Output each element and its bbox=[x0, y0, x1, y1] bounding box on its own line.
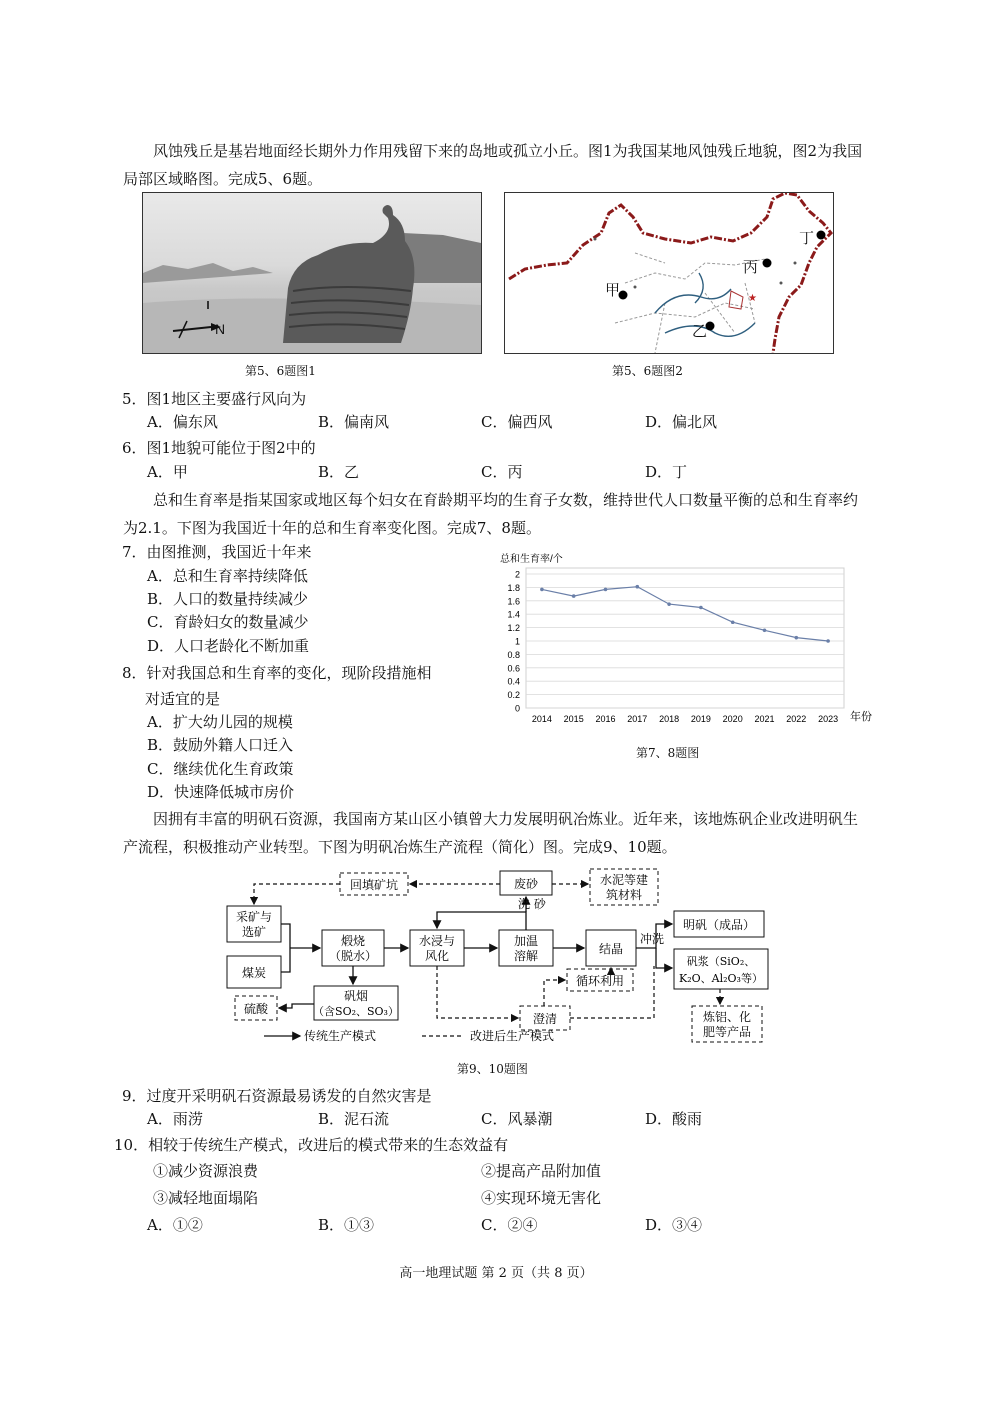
box-leach-line1: 水浸与 bbox=[418, 934, 456, 948]
q8-option-b: B．鼓励外籍人口迁入 bbox=[147, 736, 294, 754]
q10-item-4: ④实现环境无害化 bbox=[481, 1189, 602, 1207]
box-calcine-line2: （脱水） bbox=[328, 949, 378, 963]
label-rinse: 冲洗 bbox=[640, 932, 665, 946]
q10-option-b: B．①③ bbox=[318, 1216, 375, 1234]
chart-xtick-label: 2022 bbox=[786, 714, 807, 724]
q7-option-d: D．人口老龄化不断加重 bbox=[147, 637, 310, 655]
box-cement-line1: 水泥等建 bbox=[599, 873, 649, 887]
intro-paragraph-3: 因拥有丰富的明矾石资源，我国南方某山区小镇曾大力发展明矾冶炼业。近年来，该地炼矾企业改进明矾生产流程，积极推动产业转型。下图为明矾冶炼生产流程（简化）图。完成9、10题。 bbox=[123, 810, 859, 856]
chart-xtick-label: 2018 bbox=[659, 714, 680, 724]
q9-option-c: C．风暴潮 bbox=[481, 1110, 553, 1128]
box-fume-line2: （含SO₂、SO₃） bbox=[313, 1005, 399, 1018]
box-leach-line2: 风化 bbox=[424, 949, 450, 963]
figure-1-photo bbox=[142, 192, 482, 354]
q7-option-a: A．总和生育率持续降低 bbox=[147, 567, 308, 585]
box-aluminum-line2: 肥等产品 bbox=[702, 1025, 752, 1039]
q10-item-3: ③减轻地面塌陷 bbox=[153, 1189, 259, 1207]
chart-xtick-label: 2019 bbox=[690, 714, 711, 724]
chart-ytick-label: 1.2 bbox=[507, 623, 520, 634]
question-7-stem: 7．由图推测，我国近十年来 bbox=[122, 543, 312, 561]
q10-item-1: ①减少资源浪费 bbox=[153, 1162, 259, 1180]
chart-ytick-label: 1 bbox=[514, 636, 520, 647]
box-backfill: 回填矿坑 bbox=[349, 878, 399, 892]
box-coal: 煤炭 bbox=[241, 966, 267, 980]
flowchart-svg bbox=[222, 868, 774, 1063]
intro-paragraph-1: 风蚀残丘是基岩地面经长期外力作用残留下来的岛地或孤立小丘。图1为我国某地风蚀残丘地貌，图2为我国局部区域略图。完成5、6题。 bbox=[123, 142, 863, 188]
map-label-yi: 乙 bbox=[692, 322, 708, 340]
chart-xtick-label: 2014 bbox=[531, 714, 552, 724]
fertility-rate-chart-svg bbox=[468, 548, 888, 738]
q6-option-a: A．甲 bbox=[147, 463, 188, 481]
q5-option-c: C．偏西风 bbox=[481, 413, 553, 431]
chart-ytick-label: 1.8 bbox=[507, 582, 520, 593]
chart-ytick-label: 1.4 bbox=[507, 609, 520, 620]
q10-option-c: C．②④ bbox=[481, 1216, 538, 1234]
yardang-landscape-image bbox=[143, 193, 481, 353]
box-mine-line2: 选矿 bbox=[241, 925, 267, 939]
box-fume-line1: 矾烟 bbox=[343, 989, 369, 1003]
chart-ytick-label: 0.2 bbox=[507, 690, 520, 701]
chart-xtick-label: 2023 bbox=[818, 714, 839, 724]
figure-2-caption: 第5、6题图2 bbox=[612, 364, 683, 378]
q6-option-c: C．丙 bbox=[481, 463, 523, 481]
q9-option-d: D．酸雨 bbox=[645, 1110, 703, 1128]
box-crystal: 结晶 bbox=[598, 942, 624, 956]
chart-data-point bbox=[540, 588, 544, 592]
chart-data-point bbox=[763, 628, 767, 632]
box-heat-line2: 溶解 bbox=[513, 949, 539, 963]
question-10-stem: 10．相较于传统生产模式，改进后的模式带来的生态效益有 bbox=[114, 1136, 509, 1154]
figure-2-map bbox=[504, 192, 834, 354]
map-label-ding: 丁 bbox=[799, 229, 815, 247]
question-9-stem: 9．过度开采明矾石资源最易诱发的自然灾害是 bbox=[122, 1087, 432, 1105]
chart-data-point bbox=[604, 588, 608, 592]
chart-xlabel: 年份 bbox=[850, 711, 872, 723]
question-8-stem-line-1: 8．针对我国总和生育率的变化，现阶段措施相 bbox=[122, 664, 432, 682]
q7-option-b: B．人口的数量持续减少 bbox=[147, 590, 309, 608]
q10-option-d: D．③④ bbox=[645, 1216, 703, 1234]
chart-ytick-label: 1.6 bbox=[507, 596, 520, 607]
q5-option-a: A．偏东风 bbox=[147, 413, 218, 431]
question-5-stem: 5．图1地区主要盛行风向为 bbox=[122, 390, 307, 408]
page-footer: 高一地理试题 第 2 页（共 8 页） bbox=[399, 1266, 593, 1281]
q8-option-d: D．快速降低城市房价 bbox=[147, 783, 295, 801]
chart-ytick-label: 0 bbox=[514, 703, 520, 714]
chart-xtick-label: 2016 bbox=[595, 714, 616, 724]
box-slurry-line2: K₂O、Al₂O₃等） bbox=[679, 972, 763, 985]
q8-option-c: C．继续优化生育政策 bbox=[147, 760, 294, 778]
q9-option-b: B．泥石流 bbox=[318, 1110, 390, 1128]
chart-xtick-label: 2015 bbox=[563, 714, 584, 724]
box-aluminum-line1: 炼铝、化 bbox=[702, 1010, 752, 1024]
box-clarify: 澄清 bbox=[532, 1012, 558, 1026]
flowchart-caption: 第9、10题图 bbox=[457, 1062, 528, 1076]
figure-1-caption: 第5、6题图1 bbox=[245, 364, 316, 378]
box-recycle: 循环利用 bbox=[575, 974, 625, 988]
chart-data-point bbox=[636, 585, 640, 589]
fertility-rate-chart bbox=[468, 548, 888, 738]
box-slurry-line1: 矾浆（SiO₂、 bbox=[686, 955, 756, 968]
chart-xtick-label: 2021 bbox=[754, 714, 775, 724]
box-calcine-line1: 煅烧 bbox=[340, 934, 366, 948]
q8-option-a: A．扩大幼儿园的规模 bbox=[147, 713, 293, 731]
chart-xtick-label: 2017 bbox=[627, 714, 648, 724]
box-acid: 硫酸 bbox=[243, 1002, 269, 1016]
q10-item-2: ②提高产品附加值 bbox=[481, 1162, 602, 1180]
q10-option-a: A．①② bbox=[147, 1216, 203, 1234]
q5-option-d: D．偏北风 bbox=[645, 413, 718, 431]
chart-ytick-label: 0.4 bbox=[507, 676, 520, 687]
box-heat-line1: 加温 bbox=[513, 934, 539, 948]
chart-data-point bbox=[826, 639, 830, 643]
q6-option-d: D．丁 bbox=[645, 463, 688, 481]
box-mine-line1: 采矿与 bbox=[235, 910, 273, 924]
north-arrow-label: N bbox=[215, 321, 226, 337]
legend-traditional: 传统生产模式 bbox=[304, 1029, 377, 1043]
chart-caption: 第7、8题图 bbox=[636, 746, 700, 760]
box-waste-sand: 废砂 bbox=[513, 877, 539, 891]
chart-ytick-label: 0.6 bbox=[507, 663, 520, 674]
box-alum: 明矾（成品） bbox=[682, 918, 756, 932]
box-cement-line2: 筑材料 bbox=[605, 888, 643, 902]
legend-improved: 改进后生产模式 bbox=[470, 1029, 555, 1043]
question-8-stem-line-2: 对适宜的是 bbox=[145, 690, 221, 708]
chart-ytick-label: 0.8 bbox=[507, 649, 520, 660]
question-6-stem: 6．图1地貌可能位于图2中的 bbox=[122, 439, 316, 457]
label-wash-sand: 洗 砂 bbox=[518, 897, 546, 911]
chart-data-point bbox=[795, 636, 799, 640]
chart-data-point bbox=[667, 602, 671, 606]
q9-option-a: A．雨涝 bbox=[147, 1110, 203, 1128]
chart-ylabel: 总和生育率/个 bbox=[500, 554, 563, 565]
chart-ytick-label: 2 bbox=[514, 569, 520, 580]
q6-option-b: B．乙 bbox=[318, 463, 360, 481]
alum-production-flowchart bbox=[222, 868, 774, 1063]
chart-data-point bbox=[699, 606, 703, 610]
intro-paragraph-2: 总和生育率是指某国家或地区每个妇女在育龄期平均的生育子女数，维持世代人口数量平衡的总和生育率约为2.1。下图为我国近十年的总和生育率变化图。完成7、8题。 bbox=[123, 491, 859, 537]
china-region-map bbox=[505, 193, 833, 353]
chart-xtick-label: 2020 bbox=[722, 714, 743, 724]
chart-data-point bbox=[572, 594, 576, 598]
q7-option-c: C．育龄妇女的数量减少 bbox=[147, 613, 309, 631]
map-label-bing: 丙 bbox=[743, 258, 759, 276]
chart-data-point bbox=[731, 620, 735, 624]
svg-text:★: ★ bbox=[748, 293, 757, 304]
q5-option-b: B．偏南风 bbox=[318, 413, 390, 431]
map-label-jia: 甲 bbox=[605, 281, 621, 299]
